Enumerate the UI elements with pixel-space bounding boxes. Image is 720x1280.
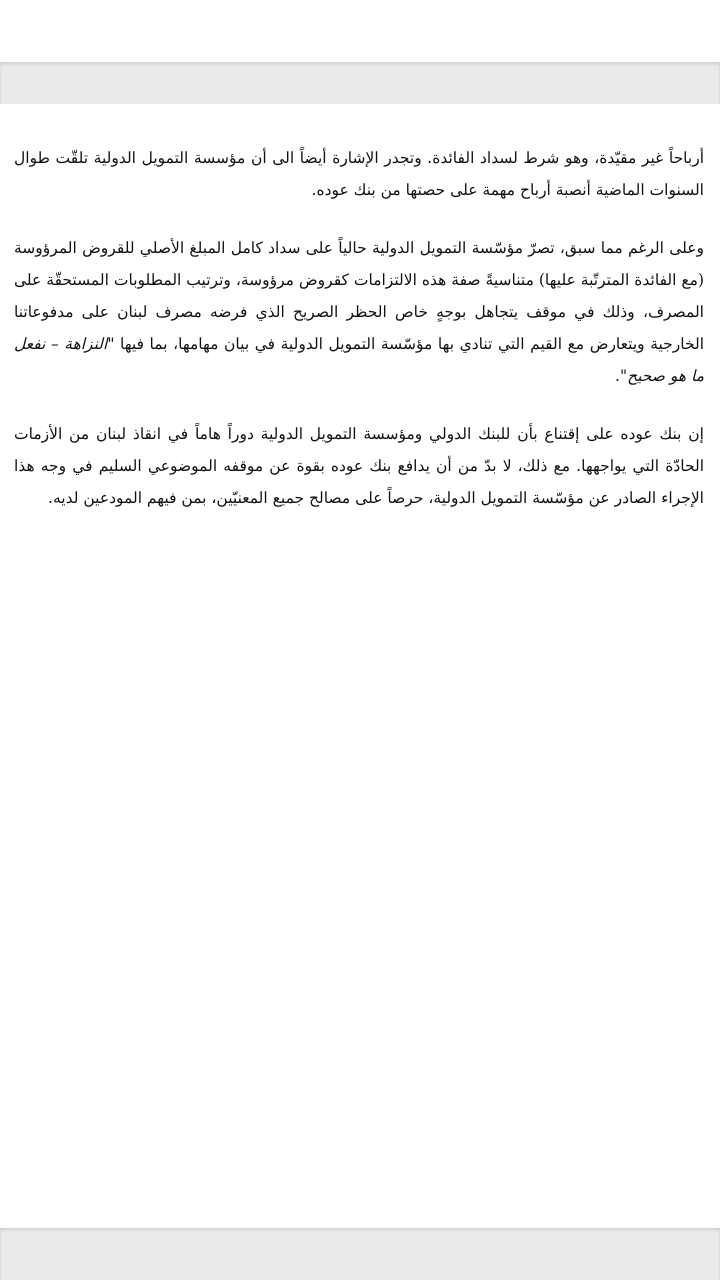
viewer-top-area — [0, 0, 720, 62]
paragraph-ifc-position — [14, 232, 704, 392]
paragraph-text: وعلى الرغم مما سبق، تصرّ مؤسّسة التمويل الدولية حالياً على سداد كامل المبلغ الأصلي للقروض المرؤوسة (مع الفائدة المترتّبة عليها) متناسيةً صفة هذه الالتزامات كقروض مرؤوسة، وترتيب المطلوبات المستحقّة على المصرف، وذلك في موقف يتجاهل بوجهٍ خاص الحظر الصريح الذي فرضه مصرف لبنان على مدفوعاتنا الخارجية ويتعارض مع القيم التي تنادي بها مؤسّسة التمويل الدولية في بيان مهامها، بما فيها — [14, 239, 704, 353]
page-separator-bottom — [0, 1228, 720, 1280]
document-page[interactable] — [0, 104, 720, 1228]
paragraph-text: إن بنك عوده على إقتناع بأن للبنك الدولي ومؤسسة التمويل الدولية دوراً هاماً في انقاذ لبنان من الأزمات الحادّة التي يواجهها. مع ذلك، لا بدّ من أن يدافع بنك عوده بقوة عن موقفه الموضوعي السليم في وجه هذا الإجراء الصادر عن مؤسّسة التمويل الدولية، حرصاً على مصالح جميع المعنيّين، بمن فيهم المودعين لديه. — [14, 425, 704, 507]
page-separator-top — [0, 62, 720, 104]
paragraph-profits — [14, 142, 704, 206]
quoted-values-text: "النزاهة – نفعل ما هو صحيح". — [14, 335, 704, 385]
document-body — [14, 142, 704, 540]
paragraph-text: أرباحاً غير مقيّدة، وهو شرط لسداد الفائدة. وتجدر الإشارة أيضاً الى أن مؤسسة التمويل الدولية تلقّت طوال السنوات الماضية أنصبة أرباح مهمة على حصتها من بنك عوده. — [14, 149, 704, 199]
paragraph-bank-audi-stance — [14, 418, 704, 514]
